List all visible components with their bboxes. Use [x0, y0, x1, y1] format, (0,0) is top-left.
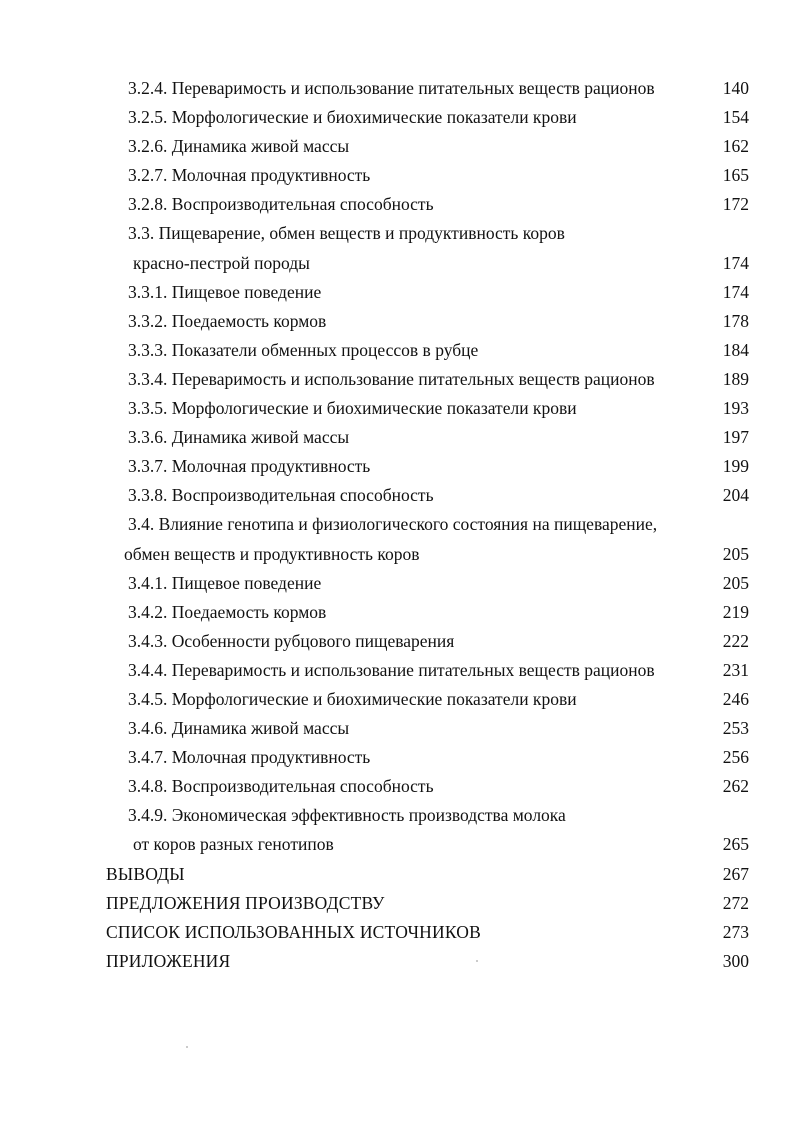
toc-entry: [0, 656, 793, 685]
toc-entry-title: 3.2.7. Молочная продуктивность: [128, 165, 371, 186]
toc-entry: [0, 685, 793, 714]
toc-entry-title: обмен веществ и продуктивность коров: [124, 543, 420, 564]
toc-entry: [0, 103, 793, 132]
toc-entry: [0, 743, 793, 772]
toc-entry: [0, 772, 793, 801]
toc-entry: [0, 947, 793, 976]
toc-entry-page: 197: [722, 427, 749, 448]
toc-entry-title: 3.4. Влияние генотипа и физиологического состояния на пищеварение,: [128, 514, 658, 535]
toc-entry-title: 3.3.1. Пищевое поведение: [128, 281, 322, 302]
toc-entry: [0, 394, 793, 423]
toc-entry-page: 174: [722, 252, 749, 273]
toc-entry-title: ПРИЛОЖЕНИЯ: [106, 950, 231, 971]
toc-entry: [0, 452, 793, 481]
toc-entry: [0, 307, 793, 336]
toc-entry-title: 3.4.2. Поедаемость кормов: [128, 601, 327, 622]
toc-entry-title: 3.2.4. Переваримость и использование питательных веществ рационов: [128, 78, 655, 98]
toc-entry-page: 204: [722, 485, 749, 506]
toc-entry-page: 178: [722, 310, 749, 331]
toc-entry-page: 205: [722, 572, 749, 593]
toc-entry-title: СПИСОК ИСПОЛЬЗОВАННЫХ ИСТОЧНИКОВ: [106, 921, 482, 942]
toc-entry-page: 267: [722, 863, 749, 884]
toc-entry: [0, 190, 793, 219]
toc-entry-page: 300: [722, 950, 749, 971]
toc-entry-page: 193: [722, 398, 749, 419]
toc-entry-page: 140: [722, 78, 749, 98]
toc-entry-title: от коров разных генотипов: [133, 834, 334, 855]
toc-entry: [0, 278, 793, 307]
toc-entry: [0, 132, 793, 161]
toc-entry: [0, 627, 793, 656]
toc-entry: [0, 510, 793, 539]
toc-entry-page: 273: [722, 921, 749, 942]
toc-entry-title: 3.4.1. Пищевое поведение: [128, 572, 322, 593]
toc-entry: [0, 540, 793, 569]
scan-speck: [476, 960, 478, 962]
toc-entry-title: 3.2.6. Динамика живой массы: [128, 136, 350, 157]
toc-entry-page: 265: [722, 834, 749, 855]
toc-entry-page: 246: [722, 688, 749, 709]
toc-entry-title: ПРЕДЛОЖЕНИЯ ПРОИЗВОДСТВУ: [106, 892, 385, 913]
toc-entry-title: 3.4.5. Морфологические и биохимические показатели крови: [128, 688, 577, 709]
toc-entry-page: 154: [722, 107, 749, 128]
table-of-contents: [0, 74, 793, 976]
toc-entry: [0, 860, 793, 889]
toc-entry-page: 174: [722, 281, 749, 302]
toc-entry-title: 3.2.5. Морфологические и биохимические показатели крови: [128, 107, 577, 128]
toc-entry: [0, 598, 793, 627]
toc-entry-title: 3.3.6. Динамика живой массы: [128, 427, 350, 448]
toc-entry-title: 3.4.8. Воспроизводительная способность: [128, 776, 434, 797]
toc-entry-title: 3.4.9. Экономическая эффективность производства молока: [128, 805, 566, 826]
scan-speck: [186, 1046, 188, 1048]
toc-entry-page: 205: [722, 543, 749, 564]
toc-entry-page: 165: [722, 165, 749, 186]
toc-entry: [0, 889, 793, 918]
toc-entry-page: 162: [722, 136, 749, 157]
toc-entry: [0, 918, 793, 947]
toc-entry: [0, 161, 793, 190]
toc-entry: [0, 569, 793, 598]
toc-entry: [0, 830, 793, 859]
toc-entry-page: 262: [722, 776, 749, 797]
toc-entry: [0, 714, 793, 743]
toc-entry-title: ВЫВОДЫ: [106, 863, 185, 884]
toc-entry-title: 3.4.3. Особенности рубцового пищеварения: [128, 630, 455, 651]
toc-entry-title: 3.3. Пищеварение, обмен веществ и продуктивность коров: [128, 223, 565, 244]
toc-entry-title: 3.3.7. Молочная продуктивность: [128, 456, 371, 477]
toc-entry-title: 3.3.5. Морфологические и биохимические показатели крови: [128, 398, 577, 419]
toc-entry-page: 222: [722, 630, 749, 651]
toc-entry-title: красно-пестрой породы: [133, 252, 310, 273]
toc-entry-title: 3.4.4. Переваримость и использование питательных веществ рационов: [128, 659, 655, 680]
toc-entry: [0, 801, 793, 830]
toc-entry-page: 231: [722, 659, 749, 680]
toc-entry-title: 3.2.8. Воспроизводительная способность: [128, 194, 434, 215]
toc-entry-page: 184: [722, 339, 749, 360]
toc-entry: [0, 249, 793, 278]
toc-entry: [0, 336, 793, 365]
toc-entry-title: 3.3.4. Переваримость и использование питательных веществ рационов: [128, 368, 655, 389]
toc-entry: [0, 481, 793, 510]
toc-entry-title: 3.3.8. Воспроизводительная способность: [128, 485, 434, 506]
toc-entry-page: 219: [722, 601, 749, 622]
toc-entry-page: 272: [722, 892, 749, 913]
toc-entry-page: 199: [722, 456, 749, 477]
toc-entry-title: 3.4.6. Динамика живой массы: [128, 718, 350, 739]
toc-entry: [0, 74, 793, 103]
toc-entry: [0, 219, 793, 248]
toc-entry-title: 3.4.7. Молочная продуктивность: [128, 747, 371, 768]
toc-entry-page: 189: [722, 368, 749, 389]
toc-entry-title: 3.3.3. Показатели обменных процессов в рубце: [128, 339, 479, 360]
toc-entry-page: 253: [722, 718, 749, 739]
toc-entry: [0, 365, 793, 394]
toc-entry-title: 3.3.2. Поедаемость кормов: [128, 310, 327, 331]
toc-entry-page: 256: [722, 747, 749, 768]
toc-entry: [0, 423, 793, 452]
toc-entry-page: 172: [722, 194, 749, 215]
